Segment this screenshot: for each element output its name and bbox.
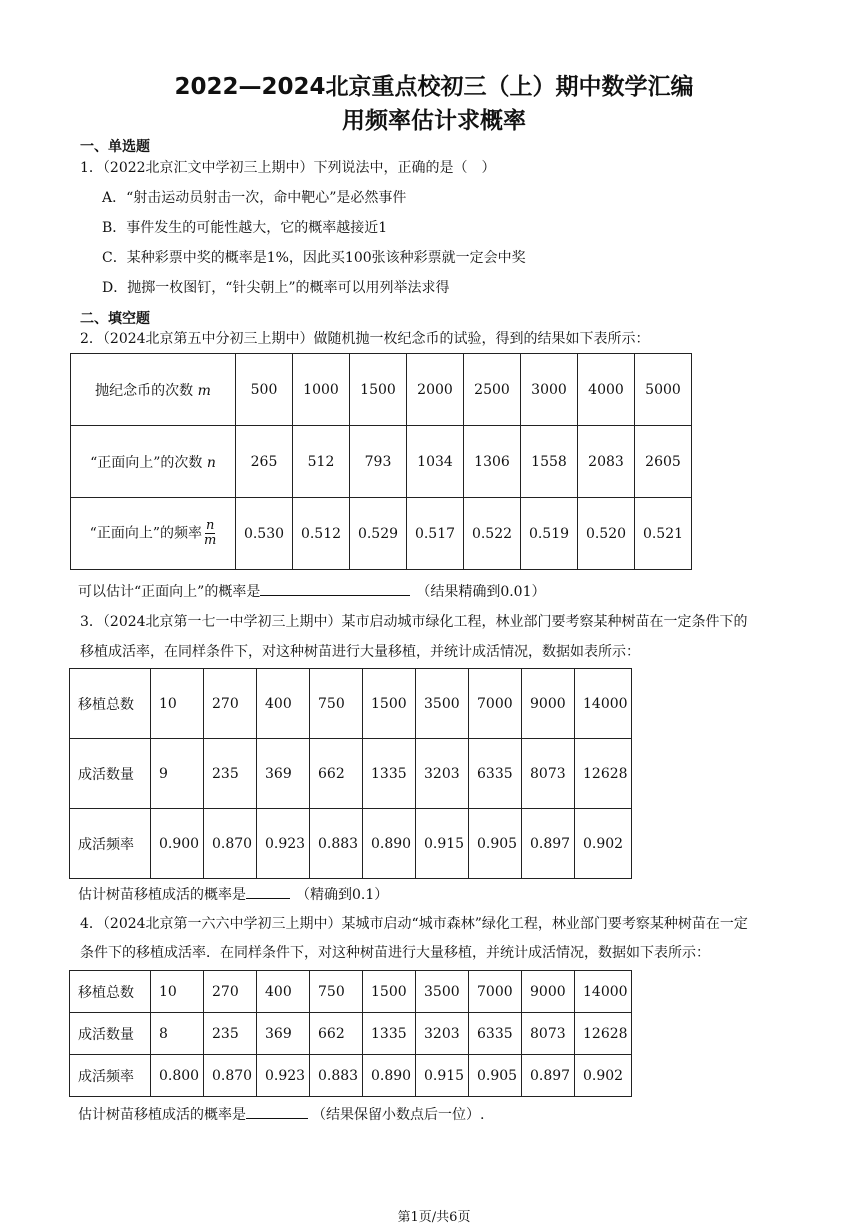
- table-cell: 0.915: [416, 1055, 469, 1097]
- table-cell: 0.800: [151, 1055, 204, 1097]
- table-cell: 662: [310, 1013, 363, 1055]
- table-cell: 0.870: [204, 1055, 257, 1097]
- table-cell: 0.905: [469, 1055, 522, 1097]
- table-cell: 3500: [416, 971, 469, 1013]
- document-title: 2022—2024北京重点校初三（上）期中数学汇编: [174, 74, 694, 100]
- table-cell: 3000: [521, 354, 578, 426]
- table-row-header: 成活数量: [70, 1013, 151, 1055]
- answer-blank: [246, 898, 290, 899]
- table-cell: 10: [151, 971, 204, 1013]
- q4-stem-line1: 4．（2024北京第一六六中学初三上期中）某城市启动“城市森林”绿化工程，林业部门要考察某种树苗在一定: [80, 916, 748, 932]
- table-cell: 7000: [469, 669, 522, 739]
- table-cell: 500: [236, 354, 293, 426]
- q2-stem: 2．（2024北京第五中分初三上期中）做随机抛一枚纪念币的试验，得到的结果如下表所示：: [80, 331, 650, 347]
- fraction-n-over-m: $\frac{n}{m}$: [204, 518, 217, 548]
- table-cell: 270: [204, 971, 257, 1013]
- table-cell: 0.902: [575, 809, 632, 879]
- table-cell: 0.522: [464, 498, 521, 570]
- table-cell: 2500: [464, 354, 521, 426]
- page-number: 第1页/共6页: [397, 1210, 471, 1225]
- q3-stem-line1: 3．（2024北京第一七一中学初三上期中）某市启动城市绿化工程，林业部门要考察某种树苗在一定条件下的: [80, 614, 748, 630]
- table-row: [70, 1055, 632, 1097]
- table-cell: 8073: [522, 739, 575, 809]
- table-cell: 8073: [522, 1013, 575, 1055]
- table-cell: 3203: [416, 1013, 469, 1055]
- table-cell: 235: [204, 739, 257, 809]
- table-cell: 6335: [469, 1013, 522, 1055]
- table-cell: 9000: [522, 971, 575, 1013]
- table-cell: 0.529: [350, 498, 407, 570]
- table-cell: 14000: [575, 971, 632, 1013]
- table-row: [70, 669, 632, 739]
- table-row-header: 成活数量: [70, 739, 151, 809]
- table-cell: 400: [257, 669, 310, 739]
- table-cell: 0.897: [522, 809, 575, 879]
- table-cell: 0.900: [151, 809, 204, 879]
- q4-answer: 估计树苗移植成活的概率是 （结果保留小数点后一位）.: [78, 1107, 485, 1123]
- table-cell: 9: [151, 739, 204, 809]
- table-cell: 0.897: [522, 1055, 575, 1097]
- table-cell: 400: [257, 971, 310, 1013]
- table-row-header: “正面向上”的频率 $\frac{n}{m}$: [71, 498, 236, 570]
- table-cell: 793: [350, 426, 407, 498]
- q4-table: [69, 970, 632, 1097]
- q2-answer: 可以估计“正面向上”的概率是 （结果精确到0.01）: [78, 584, 546, 600]
- table-cell: 0.883: [310, 809, 363, 879]
- table-row-header: 移植总数: [70, 669, 151, 739]
- table-cell: 0.520: [578, 498, 635, 570]
- table-cell: 0.890: [363, 809, 416, 879]
- table-cell: 512: [293, 426, 350, 498]
- table-cell: 6335: [469, 739, 522, 809]
- table-cell: 0.530: [236, 498, 293, 570]
- table-cell: 1335: [363, 1013, 416, 1055]
- table-row: [70, 971, 632, 1013]
- table-cell: 9000: [522, 669, 575, 739]
- table-cell: 7000: [469, 971, 522, 1013]
- table-cell: 270: [204, 669, 257, 739]
- table-cell: 3203: [416, 739, 469, 809]
- section-heading-single-choice: 一、单选题: [80, 139, 150, 155]
- q3-table: [69, 668, 632, 879]
- table-cell: 0.915: [416, 809, 469, 879]
- table-cell: 0.517: [407, 498, 464, 570]
- table-cell: 0.883: [310, 1055, 363, 1097]
- q2-table: [70, 353, 692, 570]
- answer-blank: [246, 1118, 308, 1119]
- table-cell: 1000: [293, 354, 350, 426]
- q1-option-c: C．某种彩票中奖的概率是1%，因此买100张该种彩票就一定会中奖: [102, 250, 526, 266]
- table-row-header: 成活频率: [70, 809, 151, 879]
- table-row-header: 成活频率: [70, 1055, 151, 1097]
- table-cell: 1034: [407, 426, 464, 498]
- table-cell: 12628: [575, 739, 632, 809]
- table-cell: 0.923: [257, 1055, 310, 1097]
- q4-stem-line2: 条件下的移植成活率．在同样条件下，对这种树苗进行大量移植，并统计成活情况，数据如下表所示：: [80, 945, 710, 961]
- q3-stem-line2: 移植成活率，在同样条件下，对这种树苗进行大量移植，并统计成活情况，数据如表所示：: [80, 644, 640, 660]
- table-cell: 0.870: [204, 809, 257, 879]
- table-row-header: 移植总数: [70, 971, 151, 1013]
- table-cell: 2000: [407, 354, 464, 426]
- table-cell: 4000: [578, 354, 635, 426]
- table-cell: 0.512: [293, 498, 350, 570]
- table-cell: 14000: [575, 669, 632, 739]
- document-subtitle: 用频率估计求概率: [342, 108, 526, 134]
- table-cell: 0.905: [469, 809, 522, 879]
- table-row-header: 抛纪念币的次数 m: [71, 354, 236, 426]
- table-cell: 10: [151, 669, 204, 739]
- table-cell: 0.519: [521, 498, 578, 570]
- q1-option-d: D．抛掷一枚图钉，“针尖朝上”的概率可以用列举法求得: [102, 280, 450, 296]
- table-cell: 5000: [635, 354, 692, 426]
- table-cell: 0.890: [363, 1055, 416, 1097]
- q3-answer: 估计树苗移植成活的概率是 （精确到0.1）: [78, 887, 389, 903]
- answer-blank: [260, 595, 410, 596]
- table-cell: 662: [310, 739, 363, 809]
- table-cell: 12628: [575, 1013, 632, 1055]
- table-cell: 3500: [416, 669, 469, 739]
- table-cell: 2605: [635, 426, 692, 498]
- table-row: [71, 426, 692, 498]
- table-cell: 1306: [464, 426, 521, 498]
- table-cell: 8: [151, 1013, 204, 1055]
- table-cell: 369: [257, 739, 310, 809]
- table-row: [71, 498, 692, 570]
- q1-option-b: B．事件发生的可能性越大，它的概率越接近1: [102, 220, 388, 236]
- table-row: [70, 1013, 632, 1055]
- table-cell: 0.521: [635, 498, 692, 570]
- table-row: [70, 739, 632, 809]
- table-cell: 1500: [363, 971, 416, 1013]
- table-cell: 1500: [350, 354, 407, 426]
- table-cell: 750: [310, 669, 363, 739]
- table-cell: 1500: [363, 669, 416, 739]
- table-cell: 265: [236, 426, 293, 498]
- table-cell: 750: [310, 971, 363, 1013]
- table-cell: 2083: [578, 426, 635, 498]
- table-row-header: “正面向上”的次数 n: [71, 426, 236, 498]
- table-cell: 0.923: [257, 809, 310, 879]
- q1-stem: 1．（2022北京汇文中学初三上期中）下列说法中，正确的是（ ）: [80, 160, 496, 176]
- table-cell: 0.902: [575, 1055, 632, 1097]
- table-row: [70, 809, 632, 879]
- section-heading-fill-blank: 二、填空题: [80, 311, 150, 327]
- table-cell: 1558: [521, 426, 578, 498]
- table-row: [71, 354, 692, 426]
- table-cell: 235: [204, 1013, 257, 1055]
- table-cell: 369: [257, 1013, 310, 1055]
- table-cell: 1335: [363, 739, 416, 809]
- q1-option-a: A．“射击运动员射击一次，命中靶心”是必然事件: [102, 190, 407, 206]
